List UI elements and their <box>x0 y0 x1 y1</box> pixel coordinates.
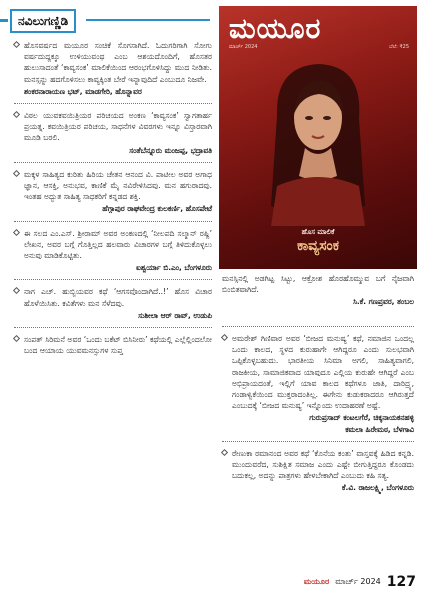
letter-item <box>14 228 212 274</box>
letter-body: ರೇಣುಕಾ ರಮಾನಂದ ಅವರ ಕಥೆ ‘ಕೊನೆಯ ಕಂತು’ ವಾಸ್ತವಕ್ಕೆ ಹಿಡಿದ ಕನ್ನಡಿ. ಮುಂದುವರೆದ, ಸುಶಿಕ್ಷಿತ ಸಮಾಜ ಎಂದು ಎಷ್ಟೇ ಬೀಗುತ್ತಿದ್ದರೂ ಕೊಂಡದು ಬದುಕಲ್ಲ, ಅದನ್ನು ಪಾತ್ರಗಳು ಹೇಳಬೇಕಾಗಿದೆ ಎಂಬುದು ಕಹಿ ಸತ್ಯ. <box>232 448 414 481</box>
letter-body: ಅಮರೇಶ್ ಗಿಣಿವಾರ ಅವರ ‘ಬೀಜದ ಮನುಷ್ಯ’ ಕಥೆ, ನಮಾಜಿನ ಒಂದಲ್ಲ ಒಂದು ಕಾಲದ, ಸ್ಥಳದ ಕುರುಹಾಗೇ ಆಗಿದ್ದರೂ ಎಂದು ಸುಲಭವಾಗಿ ಒಪ್ಪಿಕೊಳ್ಳಬಹುದು. ಭಾರತೀಯ ಸಿನಿಮಾ ಅಗಲಿ, ಸಾಹಿತ್ಯವಾಗಲಿ, ರಾಜಕೀಯ, ಸಾಮಾಜಿಕವಾದ ಯಾವುದೂ ಎಲ್ಲಿಯ ಕುರುಹೇ ಆಗಿದ್ದರೆ ಎಂಬ ಅಭಿಪ್ರಾಯದಂತೆ, ಇಲ್ಲಿಗೆ ಯಾವ ಕಾಲದ ಕಥೆಗಳೂ ಜಾತಿ, ದಾರಿದ್ರ್ಯ, ಗಂಡಾಳ್ವಿಕೆಯಿಂದ ಮುಕ್ತರಾದಂತಿಲ್ಲ. ಈಗೇನು ಕುಡುಕರಾದರೂ ಆಗಿರುತ್ತದೆ ಎಂಬುದಕ್ಕೆ ‘ಬೀಜದ ಮನುಷ್ಯ’ ಇನ್ನೊಂದು ಉದಾಹರಣೆ ಅಷ್ಟೆ. <box>232 334 414 411</box>
divider <box>222 326 414 327</box>
divider <box>222 441 414 442</box>
divider <box>14 162 212 163</box>
letter-body: ಮಕ್ಕಳ ಸಾಹಿತ್ಯದ ಕುರಿತು ಹಿರಿಯ ಚೇತನ ಆನಂದ ವಿ. ಪಾಟೀಲ ಅವರ ಅಗಾಧ ಜ್ಞಾನ, ಆಸಕ್ತಿ, ಅನುಭವ, ಕಾಣಿಕೆ ಮೈ ನವಿರೇಳಿಸಿದವು. ಮನ ಹಗುರಾದವು. ಇಂತಹ ಅದ್ಭುತ ಸಾಹಿತ್ಯ ಸಾಧಕರಿಗೆ ಕನ್ನಡದ ಶಕ್ತಿ. <box>24 169 212 202</box>
bullet-diamond-icon <box>221 334 228 341</box>
cover-price: ಬೆಲೆ: ₹25 <box>389 44 409 50</box>
header-rule <box>86 19 210 21</box>
letter-item <box>14 169 212 215</box>
cover-portrait-illustration <box>257 56 379 226</box>
page-footer <box>304 574 416 590</box>
letter-signature: ಸುಶೀಲಾ ಆರ್ ರಾವ್, ಉಡುಪಿ <box>138 310 212 320</box>
letter-body: ಸಂಪತ್ ಸಿರಿಮನೆ ಅವರ ‘ಒಂದು ಬಕೆಟ್ ಬಿಸಿನೀರು’ ಕಥೆಯಲ್ಲಿ ಎಲ್ಲೆಲ್ಲಿಂದಲೋ ಬಂದ ಆಯಾಯ ಯುವಮನಸ್ಸುಗಳ ಸುಪ್ತ <box>24 335 212 356</box>
bullet-diamond-icon <box>13 287 20 294</box>
bullet-diamond-icon <box>13 335 20 342</box>
letter-signature: ಶಂಕರನಾರಾಯಣ ಭಟ್, ಮಾಡಗೇರಿ, ಹೊನ್ನಾವರ <box>24 86 142 96</box>
letter-signature: ಸಿ.ಕೆ. ಗಣಪ್ರವರ, ತಂಬಲ <box>352 297 414 307</box>
divider <box>14 103 212 104</box>
divider <box>14 221 212 222</box>
magazine-cover <box>219 6 417 269</box>
letter-body: ಈ ಸಲದ ಎಂ.ಎಸ್. ಶ್ರೀರಾಮ್ ಅವರ ಅಂಕಣದಲ್ಲಿ ‘ನೀಲಪದಿ ಸಲ್ಮಾನ್ ರಷ್ದಿ’ ಲೇಖನ, ಅವರ ಬಗ್ಗೆ ಗೊತ್ತಿಲ್ಲದ ಹಲವಾರು ವಿಚಾರಗಳ ಬಗ್ಗೆ ತಿಳಿದುಕೊಳ್ಳಲು ಅನುವು ಮಾಡಿಕೊಟ್ಟಿತು. <box>24 228 212 261</box>
letter-signature: ಸಂತೆಬೆನ್ನೂರು ಮಂಜಪ್ಪ, ಭದ್ರಾವತಿ <box>129 145 212 155</box>
continued-letter <box>222 273 414 308</box>
bullet-diamond-icon <box>221 449 228 456</box>
letter-signature: ಕೆ.ವಿ. ರಾಜಲಕ್ಷ್ಮಿ, ಬೆಂಗಳೂರು <box>341 483 414 493</box>
cover-masthead <box>219 6 417 52</box>
bullet-diamond-icon <box>13 111 20 118</box>
header-accent-bar <box>0 19 8 22</box>
divider <box>14 327 212 328</box>
masthead-title: ಮಯೂರ <box>229 12 322 45</box>
letter-body: ಮನಸ್ಸಿನಲ್ಲಿ ಅಡಗಿಟ್ಟ ಸಿಟ್ಟು, ಆಕ್ರೋಶ ಹೊರಹೊಮ್ಮುವ ಬಗೆ ನೈಜವಾಗಿ ಬಿಂಬಿತವಾಗಿದೆ. <box>222 274 414 295</box>
page-number: 127 <box>386 574 416 590</box>
letter-item <box>14 286 212 321</box>
letter-signature: ಐಶ್ವರ್ಯಾ ಬಿ.ಎಂ, ಬೆಂಗಳೂರು <box>136 263 212 273</box>
letter-signature: ಹೆಗ್ಗಾಪುರ ರಾಘವೇಂದ್ರ ಕುಲಕರ್ಣಿ, ಹೊಸಪೇಟೆ <box>102 204 212 214</box>
letter-item <box>14 40 212 97</box>
bullet-diamond-icon <box>13 41 20 48</box>
section-header <box>0 8 210 32</box>
left-column <box>14 40 212 356</box>
letter-signature: ಗುರುಪ್ರಸಾದ್ ಕಂಟಲಗೆರೆ, ಚಿಕ್ಕನಾಯಕನಹಳ್ಳಿ ಕಮಲಾ ಹಿರೇಮಠ, ಬೆಳಗಾವಿ <box>309 413 414 434</box>
cover-title: ಕಾವ್ಯಸಂಕ <box>296 238 340 254</box>
footer-month: ಮಾರ್ಚ್ 2024 <box>335 577 381 586</box>
letter-body: ವಿಠಲ ಯುವಕವಯಿತ್ರಿಯರ ಪರಿಚಯದ ಅಂಕಣ ‘ಕಾವ್ಯಸಂಕ’ ಸ್ವಾಗತಾರ್ಹ ಪ್ರಯತ್ನ. ಕವಯಿತ್ರಿಯರ ಪರಿಚಯ, ಸಾಧನೆಗಳ ವಿವರಗಳು ಇನ್ನೂ ವಿಸ್ತಾರವಾಗಿ ಮೂಡಿ ಬರಲಿ. <box>24 111 212 143</box>
letter-item <box>14 110 212 156</box>
cover-tagline: ಹೊಸ ಮಾಲಿಕೆ <box>301 228 335 236</box>
bullet-diamond-icon <box>13 170 20 177</box>
letter-body: ಹೊಸವರ್ಷದ ಮಯೂರ ಸಂಚಿಕೆ ಸೊಗಸಾಗಿದೆ. ಓದುಗರಿಗಾಗಿ ಸೋಗು ವರ್ಷದುದ್ದಕ್ಕೂ ಉಳಿಯುವಂಥ ಎಂಬ ಆಶಯದೊಂದಿಗೆ, ಹೊಸತರ ಹುಲುಸಾದಂತೆ ‘ಕಾವ್ಯಸಂಕ’ ಮಾಲಿಕೆಯಿಂದ ಆರಂಭಗೊಳಿಸಿದ್ದು ಮುದ ನೀಡಿತು. ಮನಸ್ಸನ್ನು ಹದಗೊಳಿಸಲು ಕಾವ್ಯಕ್ಕಿಂತ ಬೇರೆ ಇನ್ನಾವುದಿದೆ ಎಂಬುದೂ ನಿಜವೇ. <box>24 41 212 84</box>
letter-item <box>222 333 414 435</box>
letter-item <box>14 334 212 356</box>
divider <box>14 279 212 280</box>
cover-issue-date: ಮಾರ್ಚ್ 2024 <box>229 44 258 50</box>
letter-body: ನಾಗ ಎಚ್. ಹುಬ್ಬಿಯವರ ಕಥೆ ‘ಆಗಸವೊಂದಾಗಿದೆ..!’ ಹೊಸ ವಿಚಾರ ಹೊಳೆಯಿಸಿತು. ಕವಿತೆಗಳು ಮನ ಸೆಳೆದವು. <box>24 287 212 308</box>
bullet-diamond-icon <box>13 229 20 236</box>
letter-item <box>222 448 414 494</box>
section-title: ನವಿಲುಗಣ್ಣಿಡಿ <box>10 9 76 33</box>
footer-brand: ಮಯೂರ <box>303 577 330 586</box>
right-column <box>222 320 414 494</box>
